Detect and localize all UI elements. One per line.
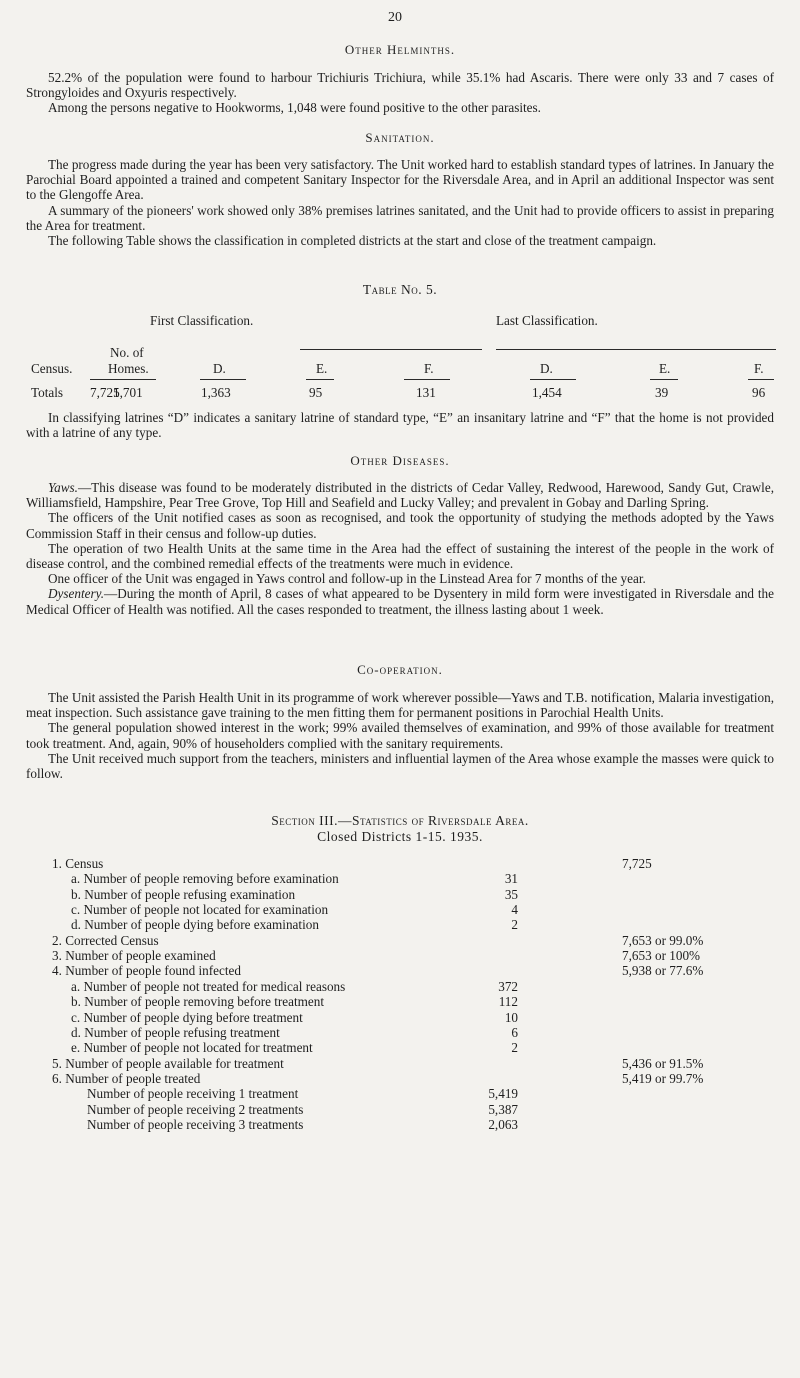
stat-sub-value: 10 (504, 1009, 518, 1025)
col-last-e: E. (659, 361, 671, 376)
section-title: Section III.—Statistics of Riversdale Area. (271, 813, 529, 828)
helminths-para: Among the persons negative to Hookworms, 1,048 were found positive to the other parasites. (48, 100, 541, 116)
heading-sanitation: Sanitation. (365, 130, 435, 145)
stat-label: 3. Number of people examined (52, 948, 216, 964)
stat-label: 1. Census (52, 856, 104, 871)
page-number: 20 (388, 10, 402, 25)
table-rule (404, 379, 450, 380)
stat-label: Number of people receiving 1 treatment (87, 1086, 299, 1102)
sanitation-para: The progress made during the year has been very satisfactory. The Unit worked hard to establish standard types of latrines. In January the Parochial Board appointed a trained and competent Sanitary Inspector for the Riversdale Area, and in April an additional Inspector was sent to the Glengoffe Area. (26, 157, 774, 203)
stat-sub-value: 372 (498, 978, 518, 994)
cell-homes: 1,701 (113, 385, 143, 400)
stat-label: Number of people receiving 3 treatments (87, 1116, 304, 1132)
cooperation-para: The general population showed interest in the work; 99% availed themselves of examination, and 99% of those available for treatment took treatment. And, again, 90% of householders complied with the sanitary requirements. (26, 720, 774, 751)
table-note (26, 410, 774, 440)
first-classification-label: First Classification. (150, 313, 254, 328)
section-subtitle: Closed Districts 1-15. 1935. (317, 829, 483, 844)
stat-label: 4. Number of people found infected (52, 963, 241, 979)
col-census: Census. (31, 361, 73, 376)
cooperation-para: The Unit received much support from the teachers, ministers and influential laymen of the Area whose example the masses were quick to follow. (26, 750, 774, 782)
stat-total-value: 7,725 (622, 856, 652, 871)
dysentery-text: —During the month of April, 8 cases of what appeared to be Dysentery in mild form were investigated in Riversdale and the Medical Officer of Health was notified. All the cases responded to treatment, the illness lasting about 1 week. (26, 586, 774, 617)
stat-sub-value: 6 (511, 1024, 518, 1040)
col-first-f: F. (424, 361, 434, 376)
yaws-text: —This disease was found to be moderately distributed in the districts of Cedar Valley, Redwood, Harewood, Sandy Gut, Crawle, Williamsfield, Hampshire, Pear Tree Grove, Top Hill and Seafield and Lucky Valley; and prevalent in Gobay and Darling Spring. (26, 480, 774, 511)
col-homes-line2: Homes. (108, 361, 149, 376)
stat-sub-value: 2,063 (488, 1116, 518, 1132)
stat-total-value: 5,419 or 99.7% (622, 1070, 704, 1086)
dysentery-label: Dysentery. (48, 586, 105, 602)
stat-sub-value: 31 (504, 871, 518, 887)
stat-label: c. Number of people dying before treatment (71, 1009, 303, 1025)
row-totals-label: Totals (31, 385, 64, 400)
stat-label: 5. Number of people available for treatment (52, 1055, 284, 1071)
stat-label: b. Number of people removing before treatment (71, 994, 325, 1010)
yaws-label: Yaws. (48, 480, 78, 495)
stat-label: d. Number of people refusing treatment (71, 1024, 280, 1040)
cell-first-d: 1,363 (201, 385, 231, 400)
table-caption: Table No. 5. (362, 282, 438, 297)
stat-sub-value: 112 (498, 994, 518, 1010)
table-rule (200, 379, 246, 380)
heading-other-helminths: Other Helminths. (344, 42, 456, 57)
sanitation-para: A summary of the pioneers' work showed only 38% premises latrines sanitated, and the Unit had to provide officers to assist in preparing the Area for treatment. (26, 202, 774, 233)
col-last-d: D. (540, 361, 553, 376)
cell-last-d: 1,454 (532, 385, 562, 400)
col-first-d: D. (213, 361, 226, 376)
stat-total-value: 7,653 or 100% (622, 948, 701, 964)
disease-para: The officers of the Unit notified cases as soon as recognised, and took the opportunity of studying the methods adopted by the Yaws Commission Staff in their census and follow-up duties. (26, 510, 774, 541)
dysentery-para (26, 586, 774, 616)
stat-label: e. Number of people not located for treatment (71, 1040, 313, 1056)
table-rule (496, 349, 776, 350)
table-note-text: In classifying latrines “D” indicates a sanitary latrine of standard type, “E” an insanitary latrine and “F” that the home is not provided with a latrine of any type. (26, 410, 774, 441)
stat-total-value: 7,653 or 99.0% (622, 932, 704, 948)
table-rule (530, 379, 576, 380)
yaws-para (26, 480, 774, 510)
col-first-e: E. (316, 361, 328, 376)
sanitation-text (26, 157, 774, 248)
col-homes-line1: No. of (110, 345, 144, 360)
stat-label: b. Number of people refusing examination (71, 886, 296, 902)
stat-sub-value: 5,419 (488, 1086, 518, 1102)
table-rule (748, 379, 774, 380)
table-rule (306, 379, 334, 380)
stat-sub-value: 35 (504, 886, 518, 902)
sanitation-para: The following Table shows the classification in completed districts at the start and close of the treatment campaign. (48, 233, 657, 249)
cell-first-f: 131 (416, 385, 436, 400)
stat-sub-value: 5,387 (488, 1101, 518, 1117)
table-rule (650, 379, 678, 380)
table-rule (112, 379, 156, 380)
helminths-para: 52.2% of the population were found to harbour Trichiuris Trichiura, while 35.1% had Ascaris. There were only 33 and 7 cases of Strongyloides and Oxyuris respectively. (26, 70, 774, 101)
stat-sub-value: 2 (511, 1040, 518, 1056)
last-classification-label: Last Classification. (496, 313, 598, 328)
cooperation-text (26, 690, 774, 781)
stat-label: c. Number of people not located for examination (71, 902, 329, 918)
stat-total-value: 5,436 or 91.5% (622, 1055, 704, 1071)
stat-label: Number of people receiving 2 treatments (87, 1101, 304, 1117)
heading-cooperation: Co-operation. (357, 662, 443, 677)
stat-label: a. Number of people not treated for medical reasons (71, 978, 346, 994)
stat-sub-value: 4 (511, 902, 518, 918)
cell-last-e: 39 (655, 385, 669, 400)
cell-last-f: 96 (752, 385, 766, 400)
heading-other-diseases: Other Diseases. (350, 453, 450, 468)
cell-first-e: 95 (309, 385, 323, 400)
col-last-f: F. (754, 361, 764, 376)
helminths-text (26, 70, 774, 116)
table-rule (300, 349, 482, 350)
stat-label: a. Number of people removing before examination (71, 871, 339, 887)
disease-para: One officer of the Unit was engaged in Yaws control and follow-up in the Linstead Area for 7 months of the year. (48, 571, 646, 587)
stat-label: 6. Number of people treated (52, 1070, 201, 1086)
stat-total-value: 5,938 or 77.6% (622, 963, 704, 979)
cell-census: 7,725 (90, 385, 120, 400)
stat-label: 2. Corrected Census (52, 932, 159, 948)
stat-label: d. Number of people dying before examination (71, 917, 319, 933)
disease-para: The operation of two Health Units at the same time in the Area had the effect of sustaining the interest of the people in the work of disease control, and the combined remedial effects of the treatments were much in evidence. (26, 540, 774, 572)
other-diseases-text (26, 480, 774, 617)
cooperation-para: The Unit assisted the Parish Health Unit in its programme of work wherever possible—Yaws and T.B. notification, Malaria investigation, meat inspection. Such assistance gave training to the men fitting them for permanent positions in Parochial Health Units. (26, 690, 774, 721)
stat-sub-value: 2 (511, 917, 518, 933)
